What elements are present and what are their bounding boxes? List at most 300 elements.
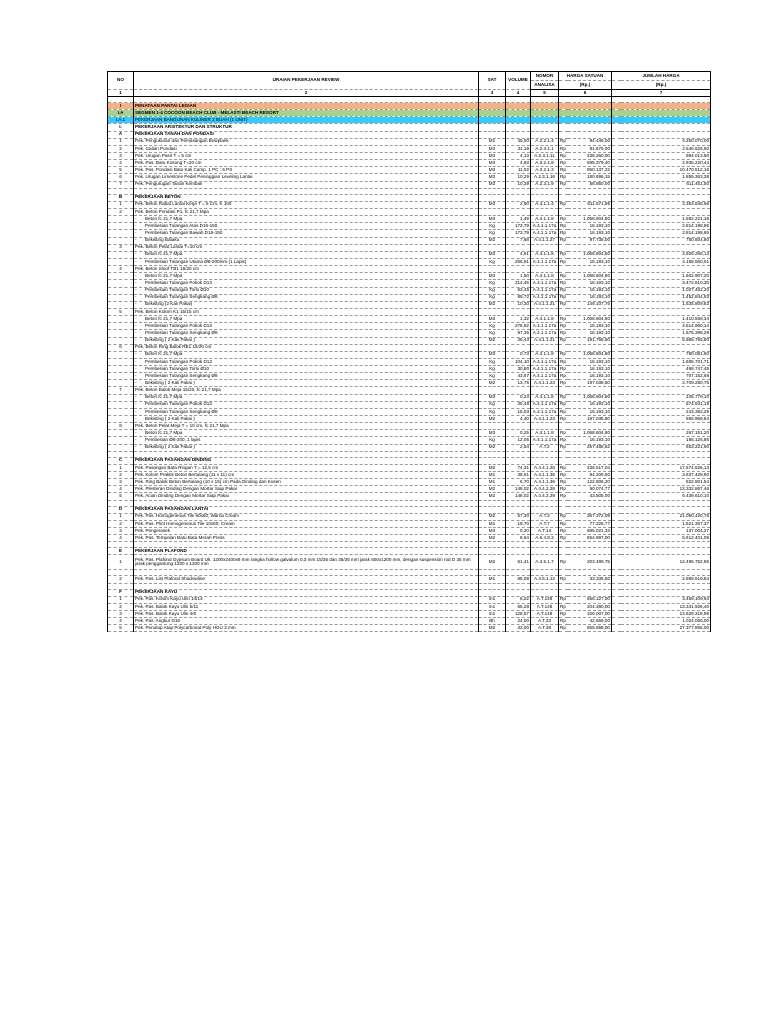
item-description-text: Bekisting ( 2 Kali Pakai ) [145,444,195,450]
item-unit-price: 236.517,04 [568,464,612,471]
item-unit-price: 149.107,75 [568,301,612,308]
item-number [108,287,134,294]
col-number: 4 [506,90,531,97]
item-volume [506,117,531,124]
item-total-price: 1.027.452,20 [621,287,711,294]
item-description [134,416,479,423]
item-volume: 6,70 [506,479,531,486]
item-description-text: Beton fc 21,7 Mpa [145,272,183,278]
currency-label [612,258,621,265]
item-total-price: 13.629.319,99 [621,611,711,618]
item-analysis-code [531,308,559,315]
table-row [108,618,711,625]
item-description [134,373,479,380]
currency-label [612,358,621,365]
item-number: 1 [108,138,134,145]
item-volume: 256,81 [506,258,531,265]
item-description [134,528,479,535]
item-unit: M3 [479,152,506,159]
item-total-price [621,124,711,131]
currency-label [612,479,621,486]
currency-label [612,103,621,110]
dash-marker: - [135,294,137,300]
item-description-text: PEKERJAAN PLAFOND [135,547,187,553]
item-analysis-code [531,117,559,124]
item-analysis-code: A.4.1.1.17a [531,280,559,287]
item-number: C [108,457,134,464]
item-unit-price [568,548,612,555]
table-row [108,437,711,444]
item-description [134,131,479,138]
item-volume: 173,79 [506,223,531,230]
item-analysis-code: A.4.1.1.17a [531,366,559,373]
item-unit-price [568,457,612,464]
item-unit: M3 [479,251,506,258]
table-row [108,323,711,330]
item-unit-price: 94.209,50 [568,472,612,479]
item-description-text: Pek. Kolom Praktis Beton Bertulang (11 x 11) cm [135,471,235,477]
item-description [134,152,479,159]
table-row [108,464,711,471]
currency-label [559,124,568,131]
item-unit-price [568,117,612,124]
item-description-text: Pek. Beton Balok Meja 15/20, fc 21,7 Mpa [135,387,221,393]
item-unit-price: 16.193,10 [568,373,612,380]
currency-label [612,625,621,632]
currency-label [612,513,621,520]
item-unit-price: 43.505,00 [568,493,612,500]
table-row [108,611,711,618]
item-unit: Kg [479,408,506,415]
item-total-price: 4.514.960,14 [621,323,711,330]
currency-label [612,301,621,308]
item-number: 2 [108,603,134,610]
item-analysis-code: A.4.1.1.8 [531,351,559,358]
item-description [134,323,479,330]
item-unit-price: 257.488,62 [568,444,612,451]
item-analysis-code: A.4.1.1.17a [531,223,559,230]
item-volume: 148,02 [506,493,531,500]
item-description [134,251,479,258]
item-number [108,358,134,365]
dash-marker: - [135,330,137,336]
item-volume: 6,22 [506,596,531,603]
table-row [108,145,711,152]
item-unit: M2 [479,625,506,632]
currency-label [612,430,621,437]
item-description [134,401,479,408]
table-row [108,316,711,323]
item-total-price [621,506,711,513]
item-volume [506,387,531,394]
item-unit: Kg [479,373,506,380]
item-description-text: Pembesian Tulangan Torsi Ø10 [145,365,210,371]
item-total-price: 1.410.558,34 [621,316,711,323]
item-total-price: 13.332.867,46 [621,486,711,493]
item-analysis-code [531,266,559,273]
currency-label [559,457,568,464]
item-unit: Kg [479,366,506,373]
currency-label: Rp [560,534,566,540]
item-description-text: Pek. Galian Pondasi [135,145,177,151]
item-unit: M3 [479,430,506,437]
item-unit-price: 685.021,33 [568,528,612,535]
item-description-text: Bekisting ( 2 Kali Pakai ) [145,337,195,343]
currency-label: Rp [560,258,566,264]
col-number: 7 [612,90,711,97]
item-unit-price: 204.380,00 [568,603,612,610]
item-unit-price: 238.260,00 [568,152,612,159]
table-row [108,174,711,181]
currency-label [612,344,621,351]
section-header-row [108,110,711,117]
item-description [134,167,479,174]
item-number: 5 [108,308,134,315]
item-number [108,294,134,301]
item-unit-price: 16.193,10 [568,330,612,337]
item-volume: 38,61 [506,472,531,479]
item-unit-price [568,103,612,110]
table-row [108,308,711,315]
item-description [134,287,479,294]
item-total-price: 780.081,50 [621,351,711,358]
item-unit-price: 654.887,00 [568,535,612,542]
currency-label [612,351,621,358]
currency-label [612,394,621,401]
item-volume: 12,05 [506,437,531,444]
item-analysis-code: A.4.1.1.8 [531,251,559,258]
dash-marker: - [135,437,137,443]
item-number: 2 [108,472,134,479]
item-description-text: Beton fc 21,7 Mpa [145,315,183,321]
item-volume: 2,54 [506,444,531,451]
item-number: I.A.1 [108,117,134,124]
item-unit-price [568,244,612,251]
item-description-text: Beton fc 21,7 Mpa [145,429,183,435]
item-unit: M3 [479,216,506,223]
item-description [134,486,479,493]
currency-label: Rp [560,181,566,187]
item-description [134,387,479,394]
item-total-price [621,589,711,596]
table-row [108,401,711,408]
col-number: 5 [531,90,559,97]
item-total-price: 3.459.109,94 [621,596,711,603]
item-description [134,273,479,280]
item-total-price [621,208,711,215]
currency-label [612,408,621,415]
item-number: 6 [108,174,134,181]
item-description-text: Bekisting Batako [145,237,180,243]
currency-label [559,266,568,273]
item-description [134,294,479,301]
currency-label [559,506,568,513]
item-description [134,145,479,152]
currency-label: Rp [560,315,566,321]
item-analysis-code: A.T.149 [531,596,559,603]
item-analysis-code: A.2.3.1.9 [531,181,559,188]
item-description [134,124,479,131]
item-analysis-code: A.T.7 [531,520,559,527]
item-analysis-code: A.T.3 [531,513,559,520]
currency-label [612,181,621,188]
rab-table [107,71,711,632]
item-number [108,430,134,437]
item-number [108,437,134,444]
currency-label [612,555,621,570]
item-description-text: Pek. Beton Pelat Lantai T=10 cm [135,244,203,250]
item-unit-price [568,506,612,513]
item-analysis-code: A.4.1.1.8 [531,430,559,437]
item-volume: 4,13 [506,152,531,159]
item-unit: M3 [479,351,506,358]
item-unit-price: 81.675,00 [568,145,612,152]
item-unit: M1 [479,479,506,486]
currency-label [612,437,621,444]
item-number: 2 [108,520,134,527]
col-number: 2 [134,90,479,97]
item-description-text: Pek. Beton Rabat Lantai Kerja T = 5 Cm, K 100 [135,201,232,207]
item-unit-price [568,308,612,315]
item-total-price: 984.013,80 [621,152,711,159]
item-description-text: Beton fc 21,7 Mpa [145,215,183,221]
header-jumlah-harga-unit: (Rp.) [612,81,711,90]
item-volume [506,506,531,513]
item-description [134,472,479,479]
item-description [134,330,479,337]
item-description-text: Pek. Pas. Balok Kayu Ulin 4/6 [135,610,197,616]
item-description-text: Pek. Pas. Balok Kayu Ulin 5/11 [135,603,199,609]
item-volume: 0,23 [506,394,531,401]
item-unit-price: 122.806,20 [568,479,612,486]
col-number: 1 [108,90,134,97]
item-number: 3 [108,528,134,535]
item-total-price: 13.341.926,40 [621,603,711,610]
dash-marker: - [135,251,137,257]
table-row [108,273,711,280]
table-row [108,535,711,542]
item-unit: M2 [479,416,506,423]
item-unit: M2 [479,513,506,520]
table-row [108,625,711,632]
item-description [134,394,479,401]
item-total-price: 1.521.367,37 [621,520,711,527]
item-description [134,138,479,145]
item-volume: 2,90 [506,201,531,208]
currency-label: Rp [560,330,566,336]
item-unit: M3 [479,273,506,280]
item-analysis-code [531,457,559,464]
item-number: 4 [108,486,134,493]
item-volume: 128,57 [506,611,531,618]
item-volume: 1,49 [506,216,531,223]
item-unit-price: 367.372,09 [568,513,612,520]
table-row [108,216,711,223]
currency-label [612,124,621,131]
item-total-price [621,117,711,124]
item-total-price: 1.592.221,15 [621,216,711,223]
dash-marker: - [135,429,137,435]
item-description-text: Pek. Beton Sloof TB1 15/20 cm [135,265,200,271]
item-unit-price [568,387,612,394]
item-unit [479,244,506,251]
item-analysis-code [531,244,559,251]
item-description-text: Pek. Acian Dinding Dengan Mortar Siap Pakai [135,493,229,499]
table-row [108,358,711,365]
item-description-text: Pek. Pas. Plint Homogeneous Tile 10x60; Cream [135,520,235,526]
table-row [108,301,711,308]
item-volume: 15,03 [506,408,531,415]
item-unit [479,194,506,201]
item-unit-price: 16.193,10 [568,323,612,330]
item-unit [479,308,506,315]
item-volume: 1,32 [506,316,531,323]
dash-marker: - [135,351,137,357]
item-description [134,194,479,201]
item-total-price [621,308,711,315]
currency-label: Rp [560,429,566,435]
item-unit [479,387,506,394]
item-analysis-code: A.T.148 [531,603,559,610]
currency-label: Rp [560,372,566,378]
item-description [134,603,479,610]
item-unit: M3 [479,145,506,152]
item-volume: 31,18 [506,145,531,152]
table-row [108,486,711,493]
item-total-price [621,548,711,555]
item-unit-price: 58.850,00 [568,181,612,188]
item-unit [479,110,506,117]
item-unit [479,117,506,124]
item-analysis-code: A.4.1.1.23 [531,380,559,387]
item-number [108,301,134,308]
currency-label [612,548,621,555]
currency-label [612,486,621,493]
item-number: 4 [108,618,134,625]
item-unit: Kg [479,437,506,444]
currency-label [559,244,568,251]
item-unit-price: 180.696,15 [568,174,612,181]
item-number: I [108,103,134,110]
item-number: 3 [108,152,134,159]
currency-label [559,548,568,555]
currency-label [612,244,621,251]
item-description-text: Pembesian Tulangan Pokok D13 [145,322,212,328]
item-unit-price: 106.007,00 [568,611,612,618]
item-volume [506,548,531,555]
item-volume: 97,35 [506,330,531,337]
item-description [134,316,479,323]
currency-label [612,330,621,337]
item-unit-price: 16.193,10 [568,223,612,230]
item-total-price: 12.495.752,86 [621,555,711,570]
item-number: D [108,506,134,513]
item-volume [506,208,531,215]
currency-label [612,535,621,542]
table-row [108,408,711,415]
currency-label: Rp [560,493,566,499]
currency-label: Rp [560,478,566,484]
item-description-text: Pembesian Tulangan Utama Ø8-200mm (1 Lapis) [145,258,247,264]
item-description [134,423,479,430]
item-total-price [621,387,711,394]
item-volume: 30,80 [506,366,531,373]
item-analysis-code: A.2.3.1.1 [531,145,559,152]
item-unit-price: 16.193,10 [568,408,612,415]
item-description [134,337,479,344]
item-analysis-code [531,387,559,394]
item-volume: 61,41 [506,555,531,570]
item-number: 4 [108,160,134,167]
item-analysis-code: A.4.5.1.7 [531,555,559,570]
item-analysis-code: A.4.1.1.17a [531,330,559,337]
section-header-row [108,103,711,110]
dash-marker: - [135,272,137,278]
item-volume: 65,28 [506,603,531,610]
item-unit: M3 [479,181,506,188]
currency-label: Rp [560,365,566,371]
currency-label [612,308,621,315]
item-volume: 24,00 [506,618,531,625]
item-number [108,316,134,323]
item-total-price: 574.531,19 [621,401,711,408]
item-total-price: 1.024.056,00 [621,618,711,625]
item-unit-price: 1.068.604,80 [568,394,612,401]
item-number: 1 [108,513,134,520]
currency-label: Rp [560,380,566,385]
item-number [108,323,134,330]
currency-label [612,457,621,464]
item-total-price: 1.576.398,29 [621,330,711,337]
item-analysis-code [531,194,559,201]
item-unit: M2 [479,337,506,344]
table-row [108,394,711,401]
table-row [108,266,711,273]
item-total-price: 27.377.856,00 [621,625,711,632]
currency-label: Rp [560,596,566,602]
item-description [134,437,479,444]
item-description [134,351,479,358]
table-row [108,528,711,535]
item-volume: 173,79 [506,230,531,237]
table-row [108,416,711,423]
item-volume: 0,20 [506,528,531,535]
item-analysis-code: A.4.4.2.29 [531,493,559,500]
currency-label [612,401,621,408]
item-total-price: 2.814.198,85 [621,230,711,237]
item-volume: 89,72 [506,294,531,301]
item-unit-price: 1.068.604,80 [568,316,612,323]
table-row [108,576,711,583]
currency-label [612,201,621,208]
item-unit-price: 94.446,00 [568,138,612,145]
item-total-price [621,344,711,351]
item-unit-price: 16.193,10 [568,294,612,301]
item-description [134,258,479,265]
item-analysis-code: A.4.1.1.35 [531,472,559,479]
item-unit-price: 33.335,50 [568,576,612,583]
item-number: 7 [108,387,134,394]
item-description-text: Bekisting ( 2 Kali Pakai ) [145,380,195,385]
item-volume [506,110,531,117]
item-unit [479,457,506,464]
item-description-text: Pek. Beton Ring Balok RB1 15/20 cm [135,344,212,350]
header-jumlah-harga: JUMLAH HARGA [612,72,711,81]
item-unit-price: 16.193,10 [568,287,612,294]
currency-label [559,344,568,351]
currency-label [559,131,568,138]
currency-label: Rp [560,415,566,421]
